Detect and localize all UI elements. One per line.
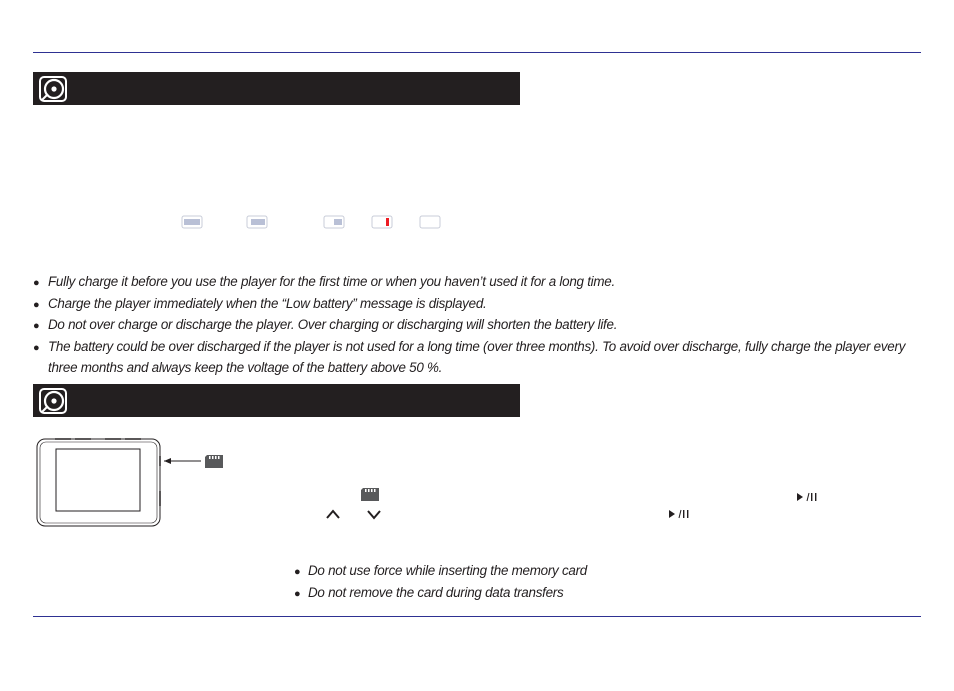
- battery-half-icon: [323, 215, 345, 229]
- bottom-rule: [33, 616, 921, 617]
- player-device-illustration: [35, 436, 235, 528]
- list-item: ● The battery could be over discharged if the player is not used for a long time (over three months). To avoid over discharge, fully charge the player every three months and always keep the voltage of the battery above 50 %.: [33, 337, 923, 379]
- top-rule: [33, 52, 921, 53]
- list-item: ● Do not use force while inserting the memory card: [294, 561, 587, 583]
- list-item: ● Charge the player immediately when the “Low battery” message is displayed.: [33, 294, 923, 316]
- battery-low-icon: [371, 215, 393, 229]
- chevron-up-icon: [325, 508, 341, 520]
- section-header-battery: [33, 72, 520, 105]
- play-pause-icon: [796, 491, 818, 503]
- list-item: ● Do not remove the card during data transfers: [294, 583, 587, 605]
- memory-card-icon: [361, 488, 379, 501]
- battery-full-icon: [181, 215, 203, 229]
- disc-icon: [39, 76, 67, 102]
- chevron-down-icon: [366, 508, 382, 520]
- battery-empty-icon: [419, 215, 441, 229]
- play-pause-icon: [668, 508, 690, 520]
- memory-card-icon: [205, 455, 223, 468]
- memory-card-notes: [294, 561, 587, 604]
- battery-notes: [33, 272, 923, 379]
- list-item: ● Do not over charge or discharge the player. Over charging or discharging will shorten the battery life.: [33, 315, 923, 337]
- disc-icon: [39, 388, 67, 414]
- section-header-memory-card: [33, 384, 520, 417]
- battery-high-icon: [246, 215, 268, 229]
- list-item: ● Fully charge it before you use the player for the first time or when you haven’t used it for a long time.: [33, 272, 923, 294]
